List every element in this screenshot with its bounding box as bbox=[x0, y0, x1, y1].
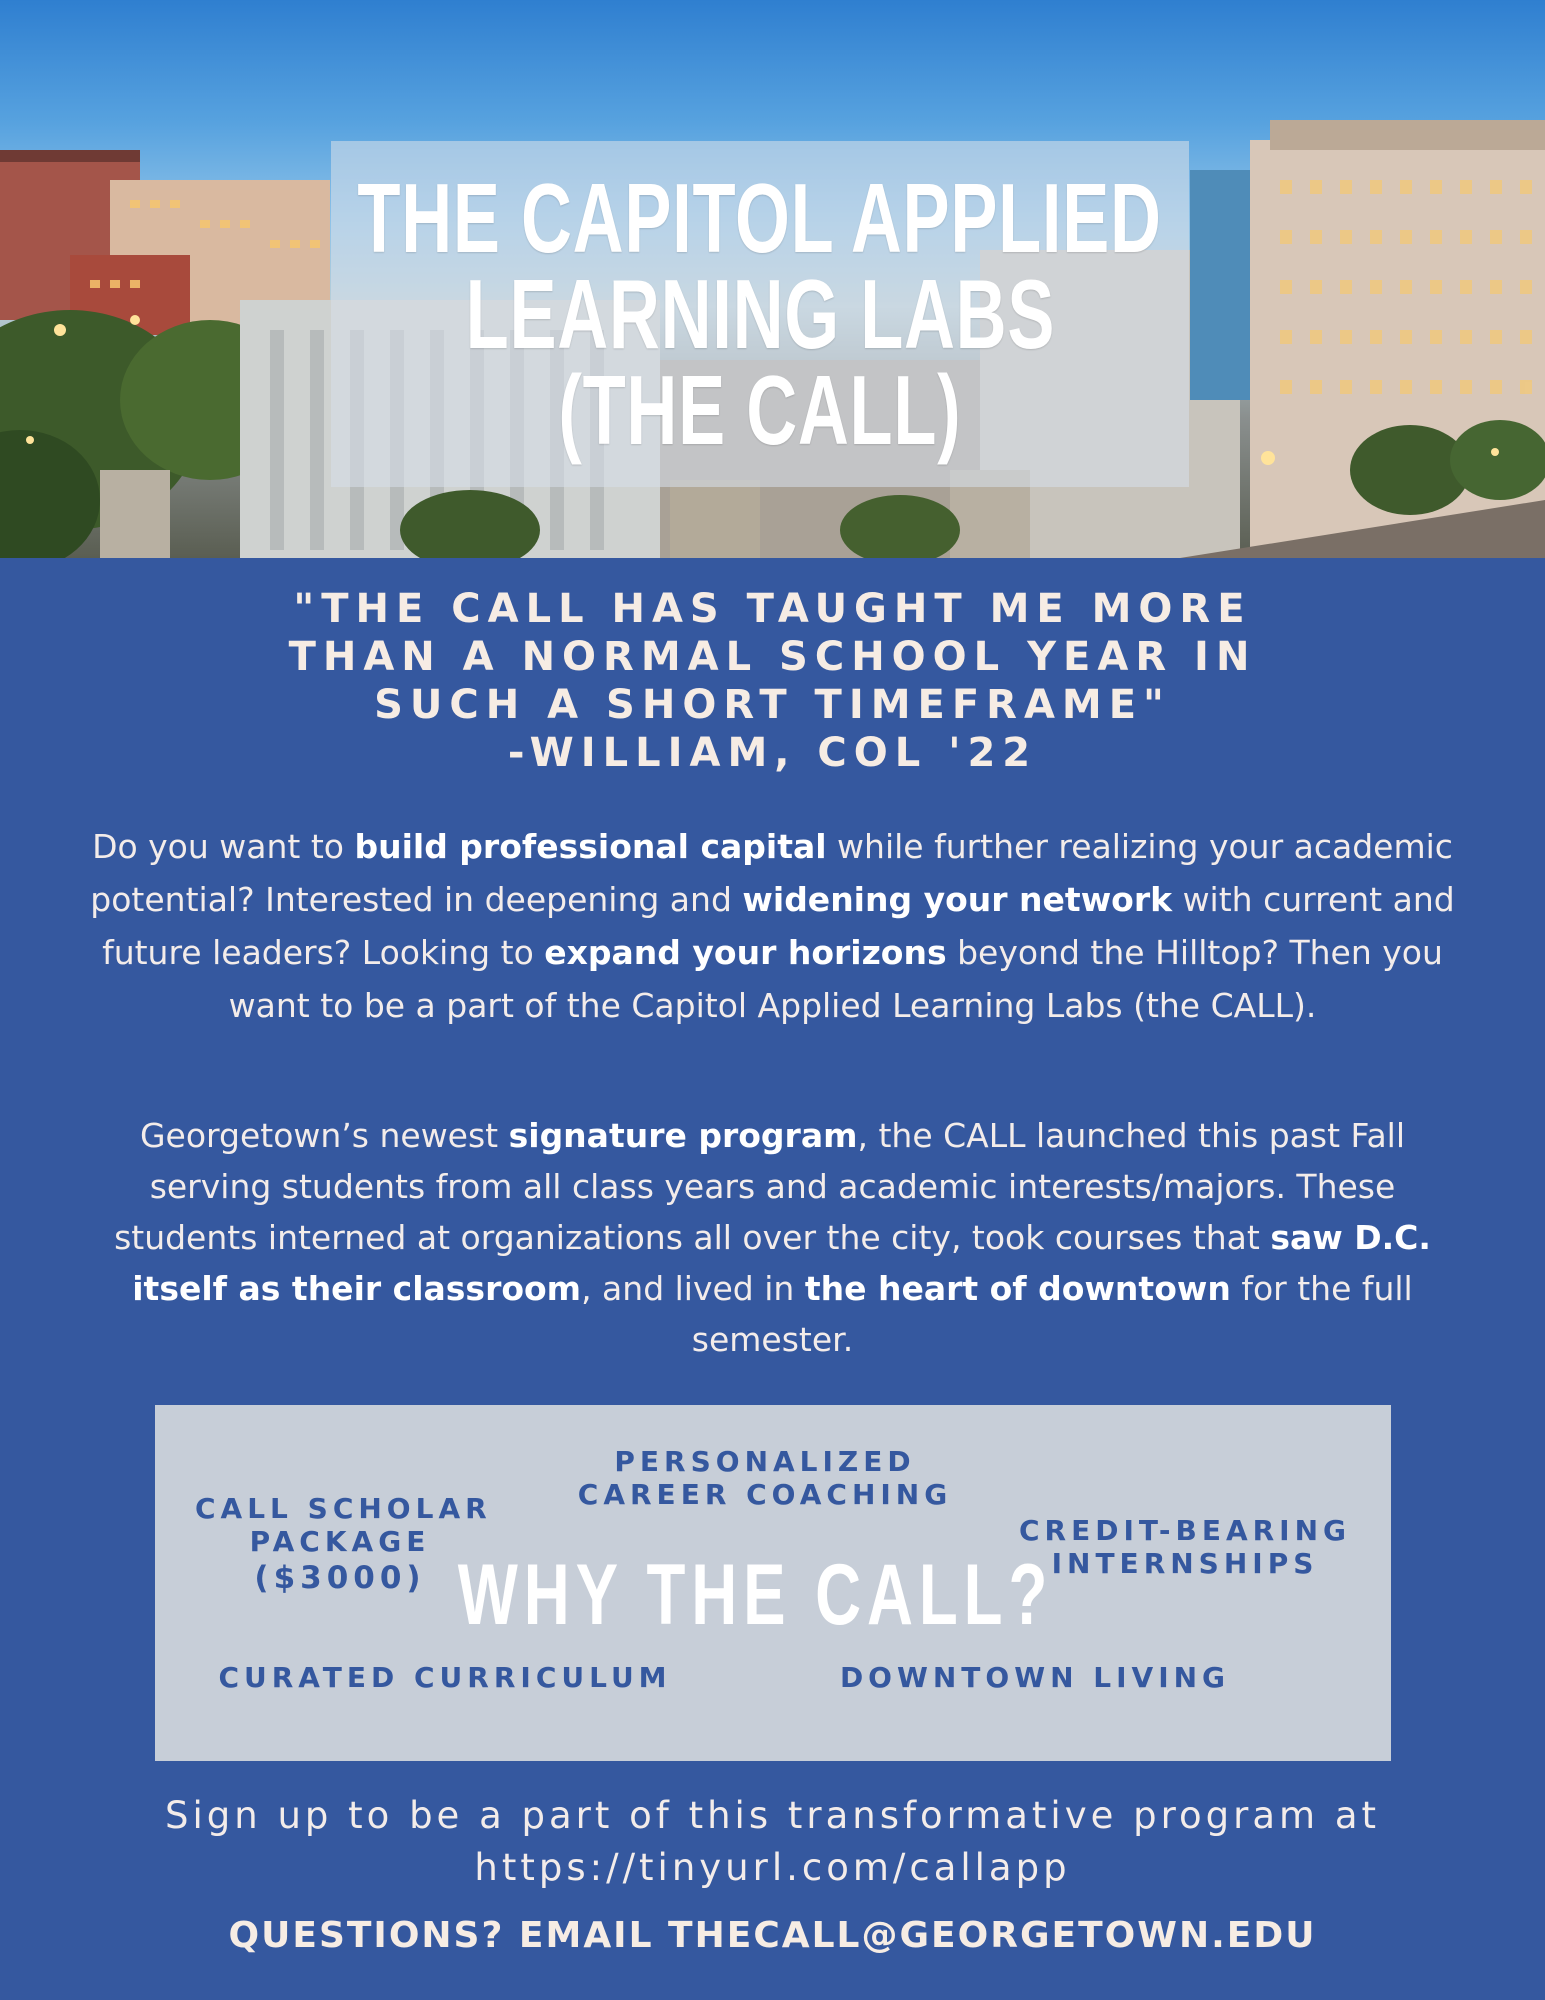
intro-text-1: Do you want to bbox=[92, 827, 355, 866]
quote-line-3: SUCH A SHORT TIMEFRAME" bbox=[374, 682, 1171, 728]
quote-line-1: "THE CALL HAS TAUGHT ME MORE bbox=[293, 586, 1252, 632]
intro-text-2: while further realizing your academic potential? Interested in deepening and bbox=[90, 827, 1453, 919]
intro-text-3: with current and future leaders? Looking to bbox=[102, 880, 1455, 972]
program-paragraph bbox=[90, 1110, 1455, 1365]
title-line-3: (THE CALL) bbox=[558, 355, 962, 465]
quote-line-2: THAN A NORMAL SCHOOL YEAR IN bbox=[288, 634, 1257, 680]
signup-callout bbox=[0, 1790, 1545, 1894]
program-text-2: , the CALL launched this past Fall serving students from all class years and academic interests/majors. These students interned at organizations all over the city, took courses that bbox=[114, 1116, 1406, 1257]
title-line-2: LEARNING LABS bbox=[465, 259, 1055, 369]
feature-scholar-package bbox=[195, 1492, 492, 1598]
credit-line-2: INTERNSHIPS bbox=[1051, 1547, 1319, 1580]
quote-attribution: -WILLIAM, COL '22 bbox=[507, 730, 1038, 776]
scholar-line-1: CALL SCHOLAR bbox=[195, 1492, 492, 1525]
contact-email[interactable]: QUESTIONS? EMAIL THECALL@GEORGETOWN.EDU bbox=[228, 1915, 1317, 1956]
title-line-1: THE CAPITOL APPLIED bbox=[357, 163, 1163, 273]
signup-link[interactable]: https://tinyurl.com/callapp bbox=[474, 1846, 1071, 1889]
coaching-line-1: PERSONALIZED bbox=[614, 1445, 916, 1478]
why-the-call-heading: WHY THE CALL? bbox=[457, 1547, 1054, 1643]
why-the-call-panel bbox=[155, 1405, 1391, 1761]
scholar-line-2: PACKAGE bbox=[249, 1525, 431, 1558]
intro-paragraph bbox=[90, 820, 1455, 1032]
program-text-4: for the full semester. bbox=[691, 1269, 1413, 1359]
program-bold-2: saw D.C. itself as their classroom bbox=[132, 1218, 1431, 1308]
program-bold-3: the heart of downtown bbox=[804, 1269, 1231, 1308]
intro-bold-3: expand your horizons bbox=[544, 933, 947, 972]
signup-text: Sign up to be a part of this transformative program at bbox=[165, 1794, 1380, 1837]
program-text-1: Georgetown’s newest bbox=[139, 1116, 509, 1155]
feature-career-coaching bbox=[545, 1445, 985, 1511]
feature-downtown-living: DOWNTOWN LIVING bbox=[839, 1661, 1231, 1694]
hero-banner bbox=[0, 0, 1545, 558]
testimonial-quote bbox=[0, 585, 1545, 777]
intro-bold-2: widening your network bbox=[742, 880, 1173, 919]
title-panel bbox=[331, 141, 1189, 487]
intro-text-4: beyond the Hilltop? Then you want to be a part of the Capitol Applied Learning Labs (the CALL). bbox=[228, 933, 1443, 1025]
intro-bold-1: build professional capital bbox=[354, 827, 827, 866]
scholar-price: ($3000) bbox=[254, 1560, 426, 1596]
credit-line-1: CREDIT-BEARING bbox=[1018, 1514, 1352, 1547]
program-text-3: , and lived in bbox=[581, 1269, 805, 1308]
coaching-line-2: CAREER COACHING bbox=[577, 1478, 953, 1511]
program-bold-1: signature program bbox=[508, 1116, 858, 1155]
feature-curated-curriculum: CURATED CURRICULUM bbox=[218, 1661, 672, 1694]
